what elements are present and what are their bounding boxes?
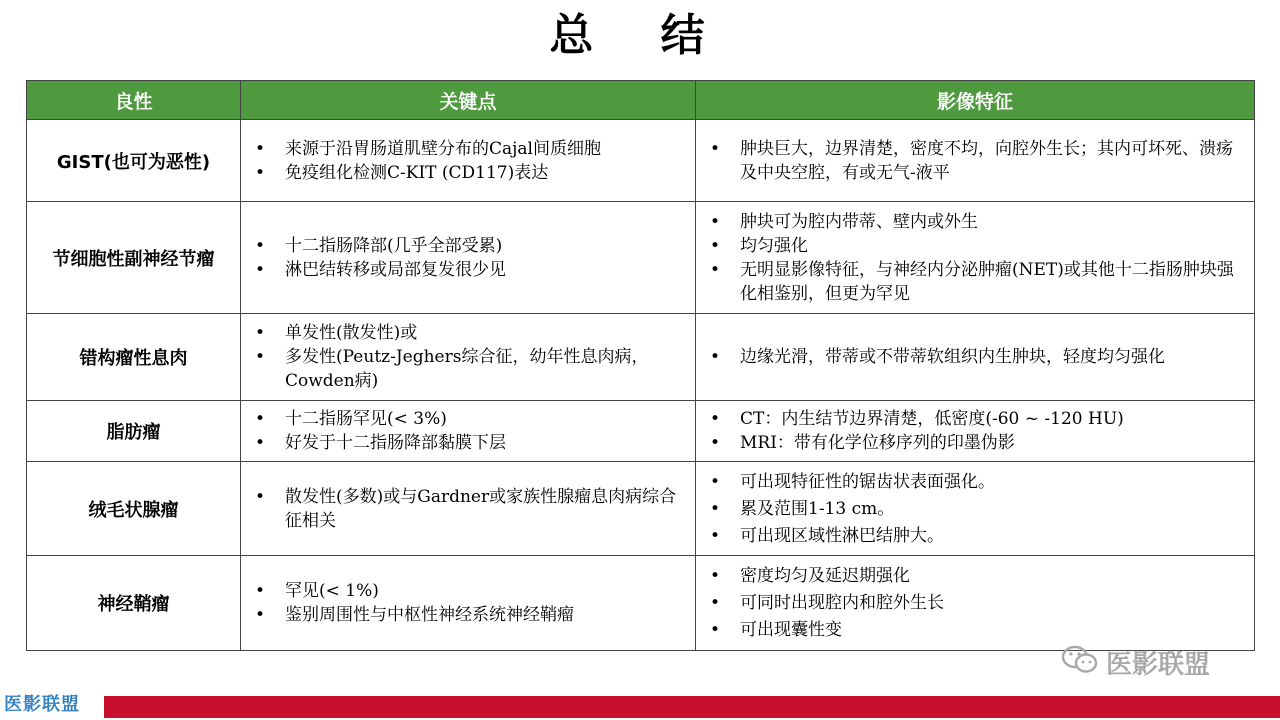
imaging-cell xyxy=(696,556,1255,651)
imaging-item: • CT：内生结节边界清楚，低密度(-60 ~ -120 HU) xyxy=(704,407,1242,431)
imaging-cell xyxy=(696,401,1255,462)
imaging-cell xyxy=(696,120,1255,202)
key-point-item: • 淋巴结转移或局部复发很少见 xyxy=(249,258,683,282)
row-name: 绒毛状腺瘤 xyxy=(27,462,241,556)
key-point-item: • 好发于十二指肠降部黏膜下层 xyxy=(249,431,683,455)
key-points-cell xyxy=(241,462,696,556)
table-row xyxy=(27,462,1255,556)
footer-logo: 医影联盟 xyxy=(4,694,80,715)
table-row xyxy=(27,314,1255,401)
key-points-cell xyxy=(241,202,696,314)
imaging-item: • 累及范围1-13 cm。 xyxy=(704,497,1242,521)
table-row xyxy=(27,120,1255,202)
header-key-points: 关键点 xyxy=(241,81,696,120)
table-row xyxy=(27,202,1255,314)
imaging-item: • 可出现区域性淋巴结肿大。 xyxy=(704,524,1242,548)
key-point-item: • 十二指肠罕见(< 3%) xyxy=(249,407,683,431)
row-name: 错构瘤性息肉 xyxy=(27,314,241,401)
key-point-item: • 鉴别周围性与中枢性神经系统神经鞘瘤 xyxy=(249,603,683,627)
imaging-item: • 密度均匀及延迟期强化 xyxy=(704,564,1242,588)
key-point-item: • 散发性(多数)或与Gardner或家族性腺瘤息肉病综合征相关 xyxy=(249,485,683,533)
row-name: 脂肪瘤 xyxy=(27,401,241,462)
header-benign: 良性 xyxy=(27,81,241,120)
key-point-item: • 十二指肠降部(几乎全部受累) xyxy=(249,234,683,258)
imaging-item: • 无明显影像特征，与神经内分泌肿瘤(NET)或其他十二指肠肿块强化相鉴别，但更为罕见 xyxy=(704,258,1242,306)
row-name: 节细胞性副神经节瘤 xyxy=(27,202,241,314)
page-title: 总 结 xyxy=(549,10,731,61)
key-point-item: • 单发性(散发性)或 xyxy=(249,321,683,345)
watermark xyxy=(1060,640,1250,684)
key-point-item: • 罕见(< 1%) xyxy=(249,579,683,603)
imaging-item: • 肿块巨大，边界清楚，密度不均，向腔外生长；其内可坏死、溃疡及中央空腔，有或无气-液平 xyxy=(704,137,1242,185)
key-points-cell xyxy=(241,314,696,401)
key-point-item: • 多发性(Peutz-Jeghers综合征，幼年性息肉病，Cowden病) xyxy=(249,345,683,393)
imaging-item: • MRI：带有化学位移序列的印墨伪影 xyxy=(704,431,1242,455)
wechat-icon xyxy=(1060,643,1100,681)
table-row xyxy=(27,401,1255,462)
row-name: GIST(也可为恶性) xyxy=(27,120,241,202)
table-header-row xyxy=(27,81,1255,120)
header-imaging-features: 影像特征 xyxy=(696,81,1255,120)
imaging-item: • 可同时出现腔内和腔外生长 xyxy=(704,591,1242,615)
watermark-text: 医影联盟 xyxy=(1106,649,1211,680)
key-point-item: • 免疫组化检测C-KIT (CD117)表达 xyxy=(249,161,683,185)
key-points-cell xyxy=(241,120,696,202)
row-name: 神经鞘瘤 xyxy=(27,556,241,651)
imaging-cell xyxy=(696,314,1255,401)
imaging-item: • 边缘光滑，带蒂或不带蒂软组织内生肿块，轻度均匀强化 xyxy=(704,345,1242,369)
footer-bar xyxy=(104,696,1280,718)
key-points-cell xyxy=(241,401,696,462)
imaging-cell xyxy=(696,202,1255,314)
imaging-item: • 可出现囊性变 xyxy=(704,618,1242,642)
summary-table xyxy=(26,80,1255,651)
imaging-item: • 可出现特征性的锯齿状表面强化。 xyxy=(704,470,1242,494)
imaging-cell xyxy=(696,462,1255,556)
key-points-cell xyxy=(241,556,696,651)
imaging-item: • 均匀强化 xyxy=(704,234,1242,258)
key-point-item: • 来源于沿胃肠道肌壁分布的Cajal间质细胞 xyxy=(249,137,683,161)
table-row xyxy=(27,556,1255,651)
imaging-item: • 肿块可为腔内带蒂、壁内或外生 xyxy=(704,210,1242,234)
